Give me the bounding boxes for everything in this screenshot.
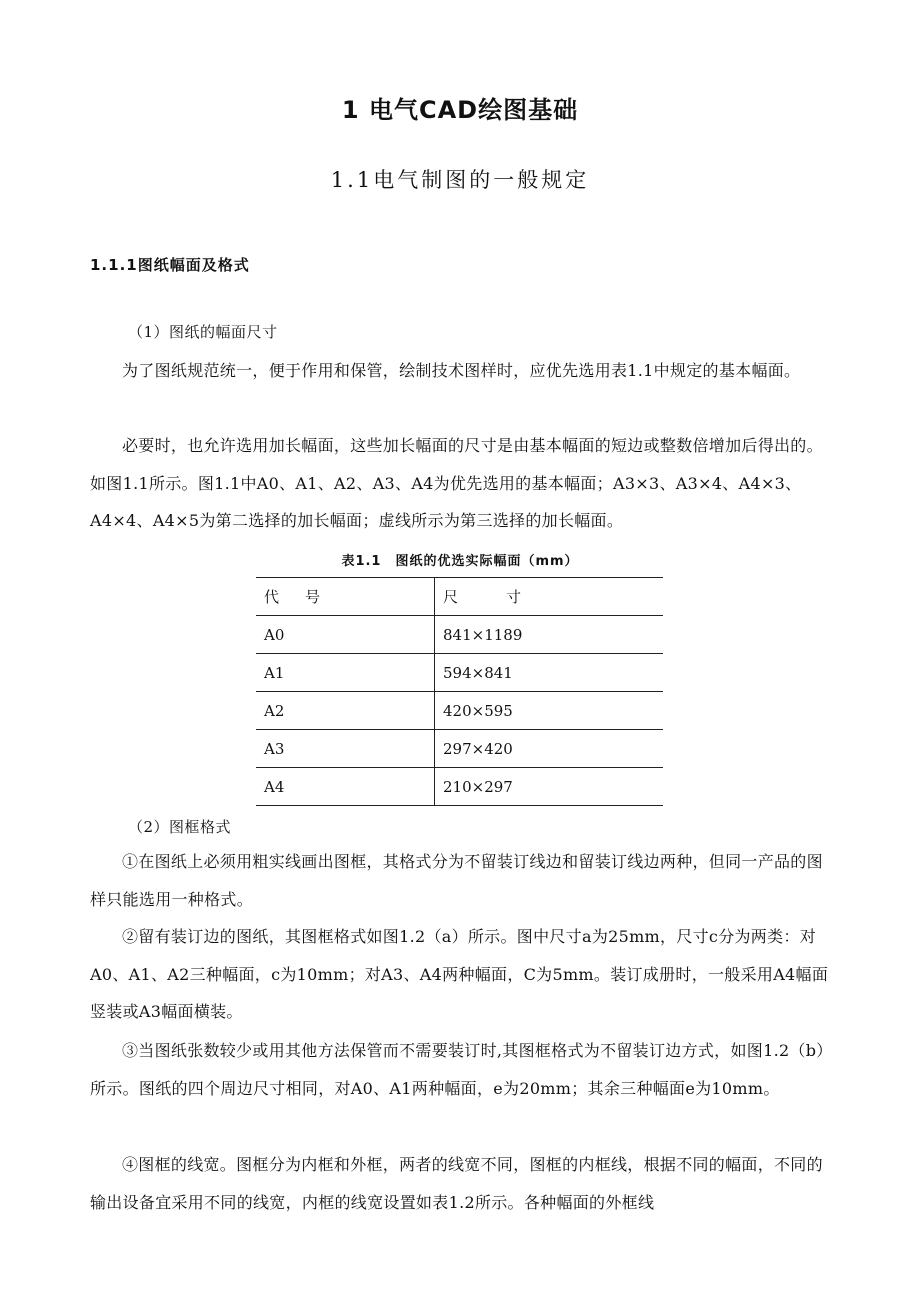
- item-heading-paper-size: （1）图纸的幅面尺寸: [128, 323, 278, 341]
- table-header-cell: 代号: [256, 578, 435, 616]
- table-cell: A3: [256, 730, 435, 768]
- table-cell: A4: [256, 768, 435, 806]
- table-cell: A1: [256, 654, 435, 692]
- table-cell: 297×420: [435, 730, 664, 768]
- table-cell: A2: [256, 692, 435, 730]
- paper-size-table: [256, 577, 663, 806]
- table-row: [256, 654, 663, 692]
- paragraph: ③当图纸张数较少或用其他方法保管而不需要装订时,其图框格式为不留装订边方式，如图1.2（b）所示。图纸的四个周边尺寸相同，对A0、A1两种幅面，e为20mm；其余三种幅面e为10mm。: [90, 1041, 825, 1098]
- table-row: [256, 768, 663, 806]
- chapter-title: 1 电气CAD绘图基础: [341, 96, 579, 124]
- paragraph: ④图框的线宽。图框分为内框和外框，两者的线宽不同，图框的内框线，根据不同的幅面，不同的输出设备宜采用不同的线宽，内框的线宽设置如表1.2所示。各种幅面的外框线: [90, 1155, 823, 1212]
- item-heading-frame-format: （2）图框格式: [128, 818, 232, 836]
- table-row: [256, 692, 663, 730]
- table-row: [256, 730, 663, 768]
- table-header-cell: 尺寸: [435, 578, 664, 616]
- paragraph: ①在图纸上必须用粗实线画出图框，其格式分为不留装订线边和留装订线边两种，但同一产品的图样只能选用一种格式。: [90, 852, 823, 909]
- section-title: 1.1电气制图的一般规定: [330, 168, 590, 192]
- table-cell: A0: [256, 616, 435, 654]
- table-cell: 594×841: [435, 654, 664, 692]
- subsection-title: 1.1.1图纸幅面及格式: [90, 256, 250, 274]
- table-header-row: [256, 578, 663, 616]
- table-row: [256, 616, 663, 654]
- paragraph: 为了图纸规范统一，便于作用和保管，绘制技术图样时，应优先选用表1.1中规定的基本幅面。: [122, 361, 801, 380]
- table-caption: 表1.1 图纸的优选实际幅面（mm）: [341, 554, 579, 569]
- table-cell: 210×297: [435, 768, 664, 806]
- table-cell: 841×1189: [435, 616, 664, 654]
- paragraph: ②留有装订边的图纸，其图框格式如图1.2（a）所示。图中尺寸a为25mm，尺寸c分为两类：对A0、A1、A2三种幅面，c为10mm；对A3、A4两种幅面，C为5mm。装订成册时，一般采用A4幅面竖装或A3幅面横装。: [90, 927, 829, 1021]
- paragraph: 必要时，也允许选用加长幅面，这些加长幅面的尺寸是由基本幅面的短边或整数倍增加后得出的。如图1.1所示。图1.1中A0、A1、A2、A3、A4为优先选用的基本幅面；A3×3、A3×4、A4×3、A4×4、A4×5为第二选择的加长幅面；虚线所示为第三选择的加长幅面。: [90, 436, 823, 530]
- table-cell: 420×595: [435, 692, 664, 730]
